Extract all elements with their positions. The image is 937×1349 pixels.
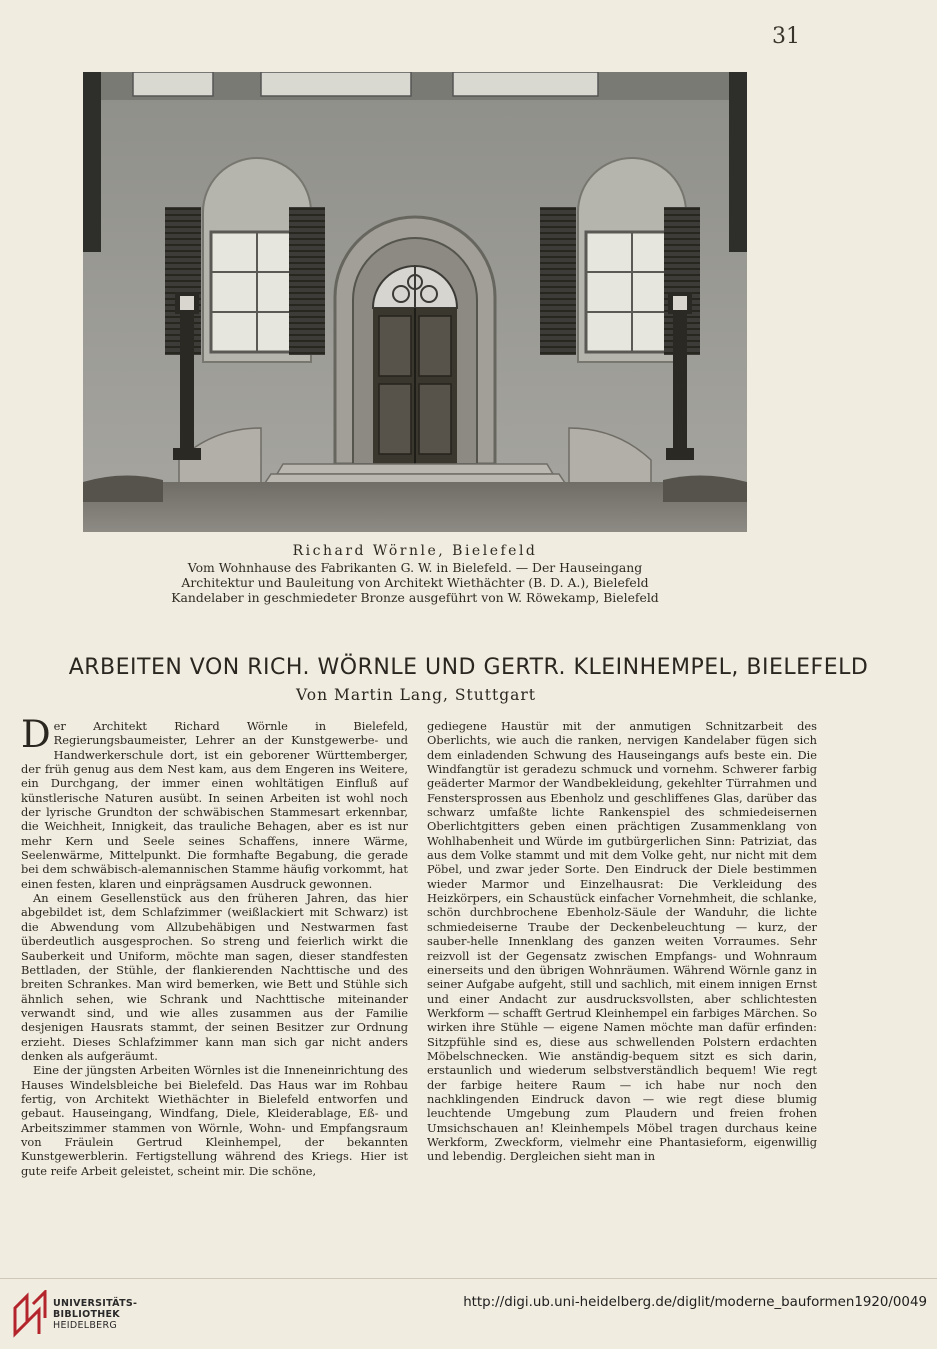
library-name-line: BIBLIOTHEK (53, 1309, 120, 1320)
source-url[interactable]: http://digi.ub.uni-heidelberg.de/diglit/moderne_bauformen1920/0049 (463, 1295, 927, 1310)
page-number: 31 (772, 24, 800, 49)
house-entrance-photograph (83, 72, 747, 532)
photo-caption (83, 542, 747, 605)
left-text-column (21, 713, 408, 1178)
paragraph (21, 713, 408, 891)
library-name-line: HEIDELBERG (53, 1320, 118, 1331)
caption-line: Vom Wohnhause des Fabrikanten G. W. in Bielefeld. — Der Hauseingang (187, 560, 643, 575)
library-name (53, 1298, 137, 1331)
footer-divider (0, 1278, 937, 1279)
article-title: ARBEITEN VON RICH. WÖRNLE UND GERTR. KLEINHEMPEL, BIELEFELD (68, 655, 869, 680)
library-logo-icon (11, 1290, 51, 1338)
paragraph-text: er Architekt Richard Wörnle in Bielefeld, Regierungsbaumeister, Lehrer an der Kunstgewerbe- und Handwerkerschule dort, ist ein geborener Württemberger, der früh genug aus dem Nest kam, aus dem Engeren ins Weitere, ein Durchgang, der immer einen wohltätigen Einfluß auf künstlerische Naturen ausübt. In seinen Arbeiten ist wohl noch der lyrische Grundton der schwäbischen Stammesart erkennbar, die Weichheit, Innigkeit, das trauliche Behagen, aber es ist nur mehr Kern und Seele seines Schaffens, innere Wärme, Seelenwärme, Mittelpunkt. Die formhafte Begabung, die gerade bei dem schwäbisch-alemannischen Stamme häufig vorkommt, hat einen festen, klaren und einprägsamen Ausdruck gewonnen. (21, 719, 408, 891)
article-byline: Von Martin Lang, Stuttgart (295, 686, 536, 704)
library-name-line: UNIVERSITÄTS- (53, 1298, 138, 1309)
caption-line: Architektur und Bauleitung von Architekt Wiethächter (B. D. A.), Bielefeld (181, 575, 649, 590)
caption-title: Richard Wörnle, Bielefeld (292, 543, 538, 559)
paragraph: Eine der jüngsten Arbeiten Wörnles ist die Inneneinrichtung des Hauses Windelsbleiche bei Bielefeld. Das Haus war im Rohbau fertig, von Architekt Wiethächter in Bielefeld entworfen und gebaut. Hauseingang, Windfang, Diele, Kleiderablage, Eß- und Arbeitszimmer stammen von Wörnle, Wohn- und Empfangsraum von Fräulein Gertrud Kleinhempel, der bekannten Kunstgewerblerin. Fertigstellung während des Kriegs. Hier ist gute reife Arbeit geleistet, scheint mir. Die schöne, (21, 1063, 408, 1178)
caption-line: Kandelaber in geschmiedeter Bronze ausgeführt von W. Röwekamp, Bielefeld (171, 590, 659, 605)
right-text-column (427, 719, 817, 1164)
paragraph: gediegene Haustür mit der anmutigen Schnitzarbeit des Oberlichts, wie auch die ranken, nervigen Kandelaber fügen sich dem einladenden Schwung des Hauseingangs aufs beste ein. Die Windfangtür ist geradezu schmuck und vornehm. Schwerer farbig geäderter Marmor der Wandbekleidung, gekehlter Türrahmen und Fenstersprossen aus Ebenholz und geschliffenes Glas, darüber das schwarz umfaßte lichte Rankenspiel des schmiedeisernen Oberlichtgitters geben einen prächtigen Zusammenklang von Wohlhabenheit und Würde im gutbürgerlichen Sinn: Patriziat, das aus dem Volke stammt und mit dem Volke geht, nur nicht mit dem Pöbel, und zwar jeder Sorte. Den Eindruck der Diele bestimmen wieder Marmor und Einzelhausrat: Die Verkleidung des Heizkörpers, ein Schaustück einfacher Vornehmheit, die schlanke, schön durchbrochene Ebenholz-Säule der Wanduhr, die lichte schmiedeiserne Traube der Deckenbeleuchtung — kurz, der sauber-helle Innenklang des ganzen weiten Vorraumes. Sehr reizvoll ist der Gegensatz zwischen Empfangs- und Wohnraum einerseits und den übrigen Wohnräumen. Während Wörnle ganz in seiner Aufgabe aufgeht, still und sachlich, mit einem innigen Ernst und einer Andacht zur ausdrucksvollsten, aber schlichtesten Werkform — schafft Gertrud Kleinhempel ein farbiges Märchen. So wirken ihre Stühle — eigene Namen möchte man dafür erfinden: Sitzpfühle sind es, diese aus schwellenden Polstern erdachten Möbelschnecken. Wie anständig-bequem sitzt es sich darin, erstaunlich und wiederum selbstverständlich bequem! Wie regt der farbige heitere Raum — ich habe nur noch den nachklingenden Eindruck davon — wie regt diese blumig leuchtende Umgebung zum Plaudern und freien frohen Umsichschauen an! Kleinhempels Möbel tragen durchaus keine Werkform, Zweckform, vielmehr eine Phantasieform, eigenwillig und lebendig. Dergleichen sieht man in (427, 719, 817, 1164)
paragraph: An einem Gesellenstück aus den früheren Jahren, das hier abgebildet ist, dem Schlafzimmer (weißlackiert mit Schwarz) ist die Abwendung vom Allzubehäbigen und Nestwarmen fast überdeutlich ausgesprochen. So streng und feierlich wirkt die Sauberkeit und Uniform, möchte man sagen, dieser standfesten Bettladen, der Stühle, der flankierenden Nachttische und des breiten Schrankes. Man wird bemerken, wie Bett und Stühle sich ähnlich sehen, wie Schrank und Nachttische miteinander verwandt sind, und wie alles zusammen aus der Familie desjenigen Hausrats stammt, der seinen Besitzer zur Ordnung erzieht. Dieses Schlafzimmer kann man sich gar nicht anders denken als aufgeräumt. (21, 891, 408, 1063)
drop-cap: D (21, 713, 51, 756)
